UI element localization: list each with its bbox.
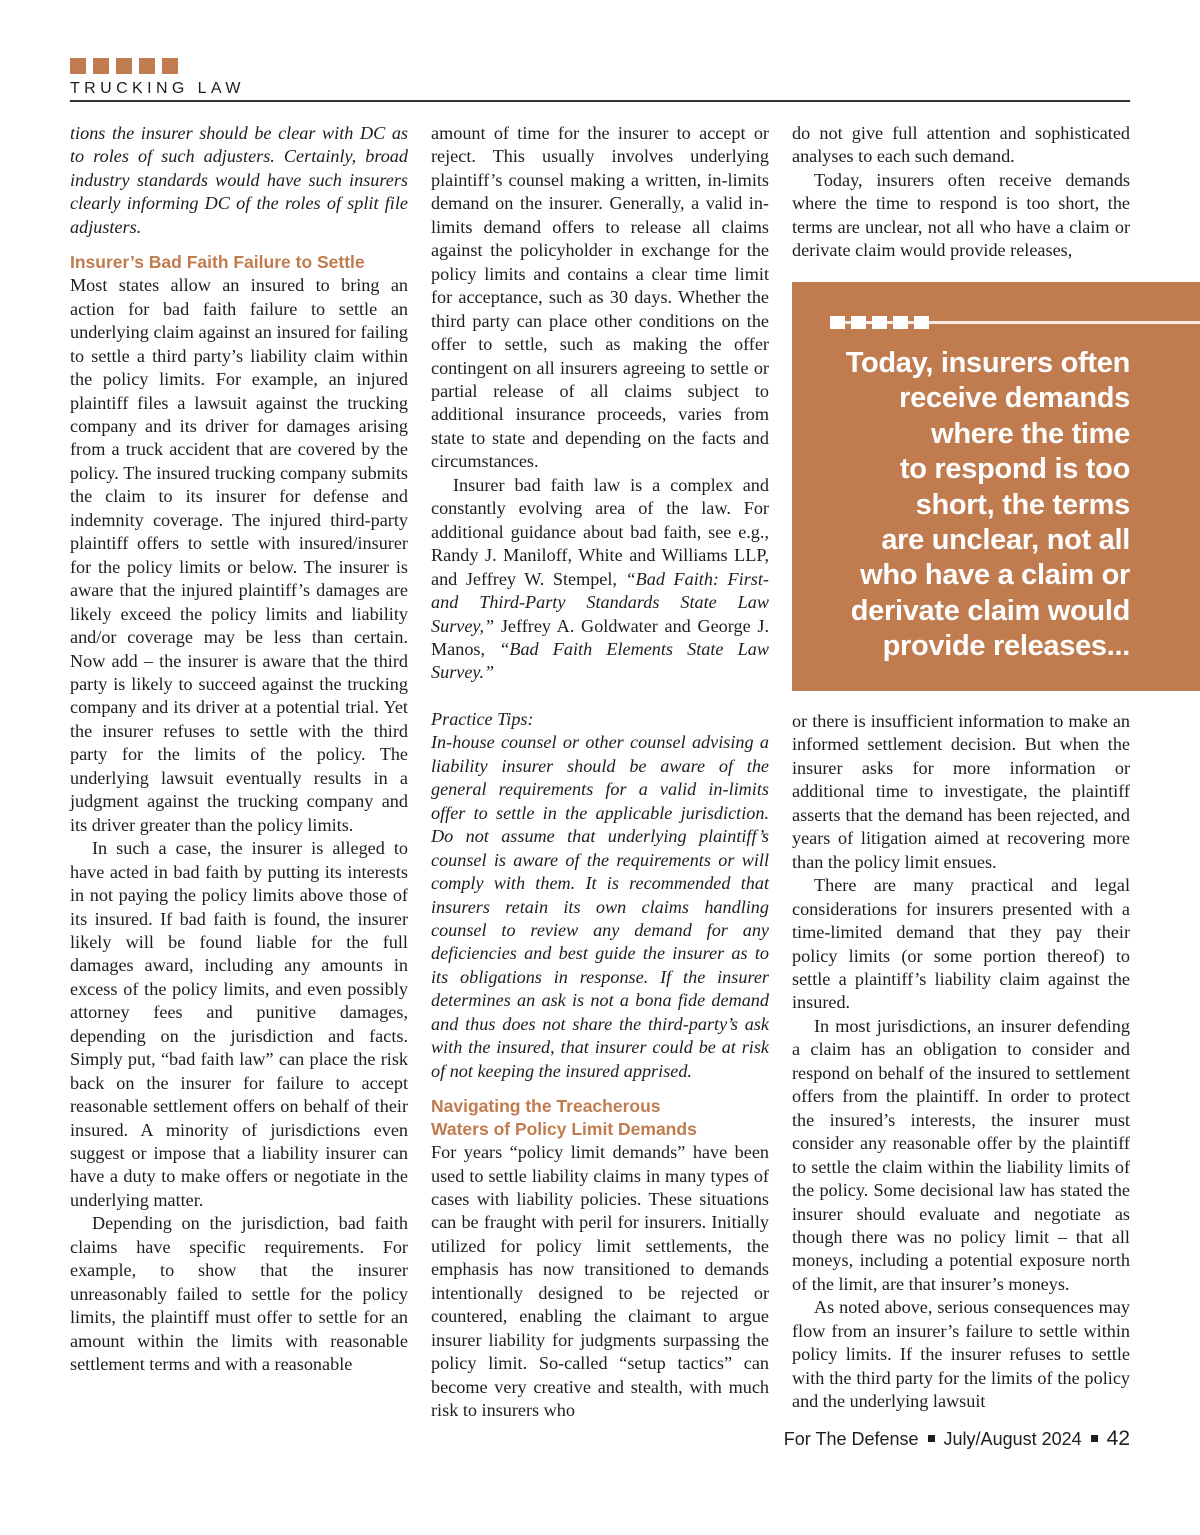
header-rule [70,100,1130,102]
col3-paragraph-2: Today, insurers often receive demands where the time to respond is too short, the terms are unclear, not all who have a claim or derivate claim would provide releases, [792,169,1130,261]
col1-paragraph-3: In such a case, the insurer is alleged to have acted in bad faith by putting its interests in not paying the policy limits above those of its insured. If bad faith is found, the insurer likely will be found liable for the full damages award, including any amounts in excess of the policy limits, and even possibly attorney fees and punitive damages, depending on the jurisdiction and facts. Simply put, “bad faith law” can place the risk back on the insurer for failure to accept reasonable settlement offers on behalf of their insured. A minority of jurisdictions even suggest or impose that a liability insurer can have a duty to make offers or negotiate in the underlying matter. [70,838,408,1210]
pull-quote-line: derivate claim would [850,594,1130,627]
col2-paragraph-3: For years “policy limit demands” have been used to settle liability claims in many types of cases with liability policies. These situations can be fraught with peril for insurers. Initially utilized for policy limit settlements, the emphasis has now transitioned to demands intentionally designed to be rejected or countered, enabling the claimant to argue insurer liability for judgments surpassing the policy limit. So-called “setup tactics” can become very creative and stealth, with much risk to insurers who [431,1142,769,1421]
citation-standards-survey: “Bad Faith: First- and Third-Party Standards State Law Survey,” [431,568,769,636]
column-3-bottom [792,710,1130,1414]
heading-bad-faith-failure: Insurer’s Bad Faith Failure to Settle [70,252,365,273]
pull-quote-squares-ornament [830,316,929,329]
practice-tips-text: In-house counsel or other counsel advising a liability insurer should be aware of the general requirements for a valid in-limits offer to settle in the applicable jurisdiction. Do not assume that underlying plaintiff’s counsel is aware of the requirements or will comply with them. It is recommended that insurers retain its own claims handling counsel to review any demand for any deficiencies and best guide the insurer as to its obligations in response. If the insurer determines an ask is not a bona fide demand and thus does not share the third-party’s ask with the insured, that insurer could be at risk of not keeping the insured apprised. [431,732,769,1081]
col3-paragraph-4: There are many practical and legal considerations for insurers presented with a time-limited demand that they pay their policy limits (or some portion thereof) to settle a plaintiff’s liability claim against the insured. [792,875,1130,1013]
col1-paragraph-1: tions the insurer should be clear with DC as to roles of such adjusters. Certainly, broad industry standards would have such insurers clearly informing DC of the roles of split file adjusters. [70,123,408,237]
pull-quote-line: are unclear, not all [881,524,1130,557]
footer-publication: For The Defense [783,1429,919,1449]
heading-policy-limit-demands [431,1095,769,1141]
pull-quote-line: who have a claim or [860,559,1130,592]
footer-issue: July/August 2024 [943,1429,1082,1449]
citation-elements-survey: “Bad Faith Elements State Law Survey.” [431,638,769,683]
pull-quote-line: Today, insurers often [845,347,1130,379]
col1-paragraph-4: Depending on the jurisdiction, bad faith claims have specific requirements. For example, to show that the insurer unreasonably failed to settle for the policy limits, the plaintiff must offer to settle for an amount within the limits with reasonable settlement terms and with a reasonable [70,1213,408,1375]
footer-separator [928,1435,935,1442]
col3-paragraph-3: or there is insufficient information to make an informed settlement decision. But when the insurer asks for more information or additional time to investigate, the plaintiff asserts that the demand has been rejected, and years of litigation aimed at recovering more than the policy limit ensues. [792,711,1130,872]
pull-quote-line: to respond is too [899,453,1130,486]
page-footer [784,1427,1130,1451]
section-label: TRUCKING LAW [70,80,245,97]
header-squares-ornament [70,58,178,74]
pull-quote-line: where the time [931,417,1130,450]
col2-p2-text-a: Insurer bad faith law is a complex and constantly evolving area of the law. For additional guidance about bad faith, see e.g., Randy J. Maniloff, White and Williams LLP, and Jeffrey W. Stempel, [431,474,769,589]
col3-paragraph-6: As noted above, serious consequences may flow from an insurer’s failure to settle within policy limits. If the insurer refuses to settle with the third party for the limits of the policy and the underlying lawsuit [792,1297,1130,1412]
col2-paragraph-2 [431,474,769,685]
col3-paragraph-5: In most jurisdictions, an insurer defending a claim has an obligation to consider and respond on behalf of the insured to settlement offers from the plaintiff. In order to protect the insured’s interests, the insurer must consider any reasonable offer by the plaintiff to settle the claim within the liability limits of the policy. Some decisional law has stated the insurer should evaluate and negotiate as though there was no policy limit – that all moneys, including a potential exposure north of the limit, are that insurer’s moneys. [792,1015,1130,1294]
pull-quote-line: provide releases... [882,630,1130,663]
pull-quote-line: receive demands [899,382,1130,415]
pull-quote-box [792,282,1200,691]
column-3-top [792,122,1130,263]
footer-separator [1091,1435,1098,1442]
heading-line-1: Navigating the Treacherous [431,1096,661,1117]
col1-paragraph-2: Most states allow an insured to bring an action for bad faith failure to settle an underlying claim against an insured for failing to settle a third party’s liability claim within the policy limits. For example, an injured plaintiff files a lawsuit against the trucking company and its driver for damages arising from a truck accident that are covered by the policy. The insured trucking company submits the claim to its insurer for defense and indemnity coverage. The injured third-party plaintiff offers to settle with insured/insurer for the policy limits or below. The insurer is aware that the injured plaintiff’s damages are likely exceed the policy limits and liability and/or coverage may be less than certain. Now add – the insurer is aware that the third party is likely to succeed against the trucking company and its driver at a potential trial. Yet the insurer refuses to settle with the third party for the limits of the policy. The underlying lawsuit eventually results in a judgment against the trucking company and its driver greater than the policy limits. [70,275,408,835]
pull-quote-text [810,346,1130,665]
col2-paragraph-1: amount of time for the insurer to accept or reject. This usually involves underlying plaintiff’s counsel making a written, in-limits demand on the insurer. Generally, a valid in-limits demand offers to release all claims against the policyholder in exchange for the policy limits and contains a clear time limit for acceptance, such as 30 days. Whether the third party can place other conditions on the offer to settle, such as making the offer contingent on all insurers agreeing to settle or partial release of all claims subject to additional insurance proceeds, varies from state to state and depending on the facts and circumstances. [431,123,769,472]
column-1 [70,122,408,1377]
pull-quote-line: short, the terms [915,488,1130,521]
col2-p2-text-c: Jeffrey A. Goldwater and George J. Manos, [431,615,769,659]
practice-tips-label: Practice Tips: [431,708,534,729]
col3-paragraph-1: do not give full attention and sophisticated analyses to each such demand. [792,123,1130,167]
heading-line-2: Waters of Policy Limit Demands [431,1119,697,1140]
column-2 [431,122,769,1423]
page-number: 42 [1106,1427,1130,1450]
